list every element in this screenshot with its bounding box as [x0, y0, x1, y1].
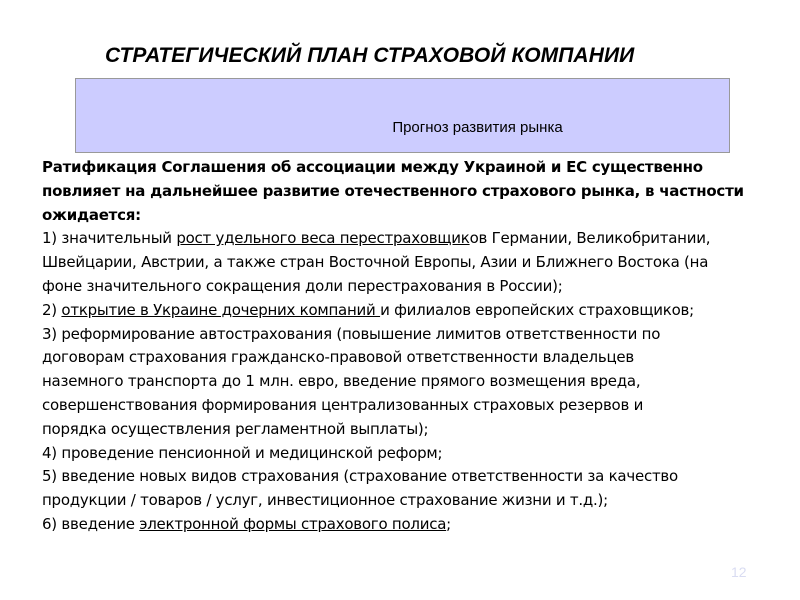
list-item-1-continued: Швейцарии, Австрии, а также стран Восточной Европы, Азии и Ближнего Востока (на — [42, 253, 709, 272]
list-item-text: ов Германии, Великобритании, — [469, 229, 711, 248]
list-item-3-continued: наземного транспорта до 1 млн. евро, введение прямого возмещения вреда, — [42, 372, 641, 391]
list-item-text: ; — [446, 514, 451, 533]
page-number: 12 — [731, 564, 747, 580]
slide-body — [42, 156, 787, 537]
list-item-text: и филиалов европейских страховщиков; — [380, 300, 694, 319]
section-banner — [75, 78, 730, 153]
list-item-text: 2) — [42, 300, 62, 319]
underlined-phrase: открытие в Украине дочерних компаний — [61, 300, 381, 319]
list-item-5: 5) введение новых видов страхования (страхование ответственности за качество — [42, 467, 678, 486]
underlined-phrase: электронной формы страхового полиса — [139, 514, 447, 533]
list-item-6 — [42, 513, 787, 537]
slide-title: СТРАТЕГИЧЕСКИЙ ПЛАН СТРАХОВОЙ КОМПАНИИ — [105, 44, 635, 67]
list-item-3-continued: порядка осуществления регламентной выплаты); — [42, 419, 429, 438]
list-item-3: 3) реформирование автострахования (повышение лимитов ответственности по — [42, 324, 661, 343]
list-item-4: 4) проведение пенсионной и медицинской реформ; — [42, 443, 443, 462]
list-item-text: 1) значительный — [42, 229, 177, 248]
list-item-1-continued: фоне значительного сокращения доли перестрахования в России); — [42, 276, 563, 295]
banner-label: Прогноз развития рынка — [392, 119, 563, 136]
intro-line: Ратификация Соглашения об ассоциации между Украиной и ЕС существенно — [42, 158, 703, 176]
list-item-3-continued: договорам страхования гражданско-правовой ответственности владельцев — [42, 348, 634, 367]
list-item-2 — [42, 299, 787, 323]
list-item-text: 6) введение — [42, 514, 140, 533]
list-item-3-continued: совершенствования формирования централизованных страховых резервов и — [42, 395, 644, 414]
list-item-1 — [42, 227, 787, 251]
intro-line: ожидается: — [42, 205, 141, 224]
intro-line: повлияет на дальнейшее развитие отечественного страхового рынка, в частности — [42, 181, 744, 200]
underlined-phrase: рост удельного веса перестраховщик — [176, 229, 470, 248]
list-item-5-continued: продукции / товаров / услуг, инвестиционное страхование жизни и т.д.); — [42, 491, 608, 510]
